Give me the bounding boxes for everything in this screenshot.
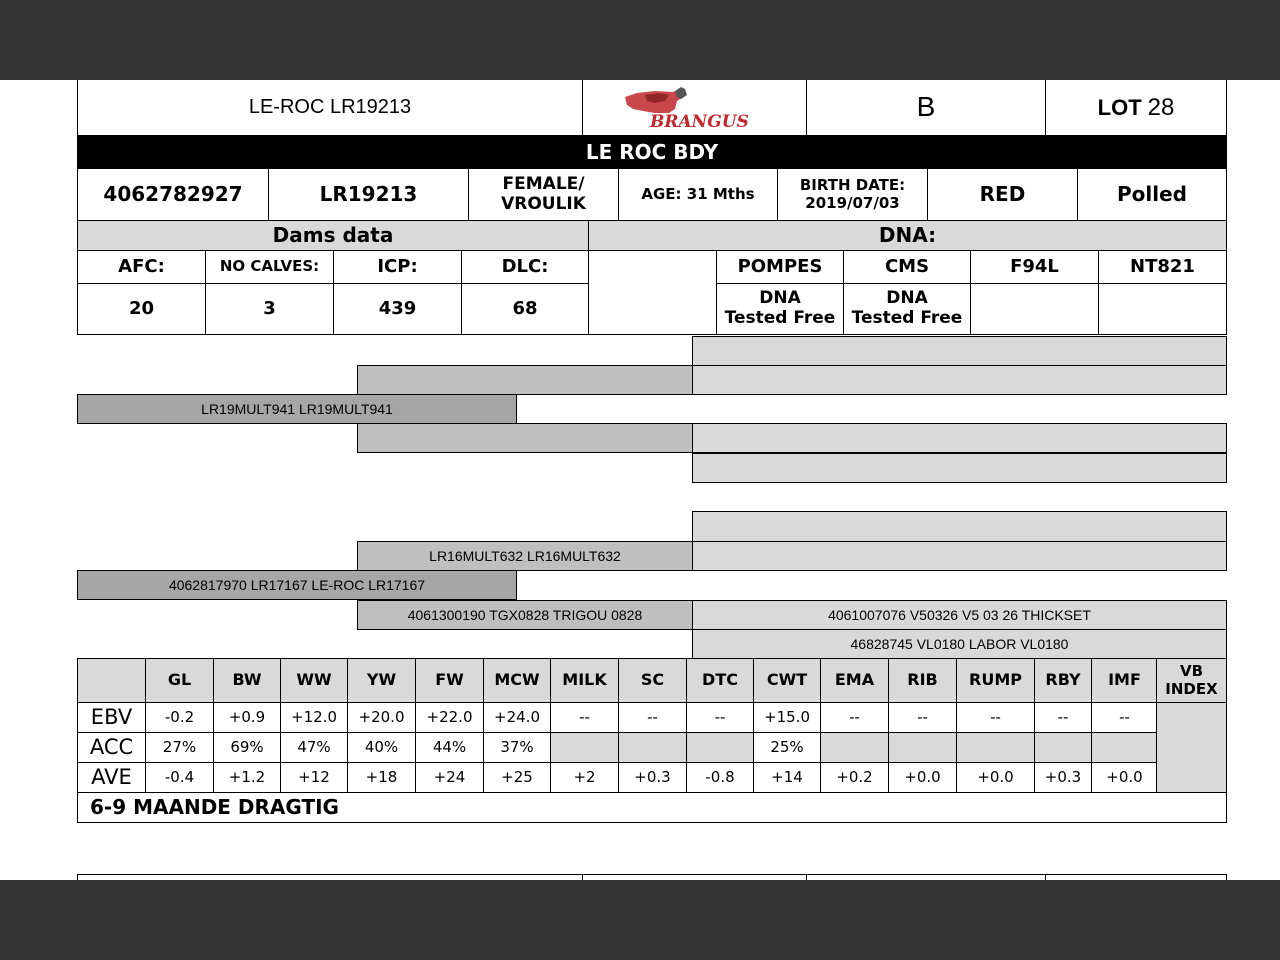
ebv-cell-text: 25% bbox=[770, 737, 804, 756]
next-card-top-border bbox=[77, 874, 1227, 875]
dams-data-title bbox=[77, 220, 589, 251]
ebv-header-rby-text: RBY bbox=[1045, 670, 1081, 690]
ebv-header-rump-text: RUMP bbox=[969, 670, 1022, 690]
ebv-cell bbox=[280, 702, 348, 733]
ebv-cell-text: +20.0 bbox=[358, 707, 405, 726]
ebv-header-gl-text: GL bbox=[167, 670, 192, 690]
top-dark-bar bbox=[0, 0, 1280, 80]
pedigree-dam-dam-text: 4061300190 TGX0828 TRIGOU 0828 bbox=[407, 606, 643, 623]
ebv-cell-text: -- bbox=[579, 707, 590, 726]
ebv-cell bbox=[550, 702, 619, 733]
ebv-header-mcw bbox=[483, 658, 551, 703]
age-text: AGE: 31 Mths bbox=[641, 184, 755, 203]
brangus-logo-cell bbox=[582, 80, 807, 136]
pedigree-blank-7 bbox=[692, 511, 1227, 542]
grade-text: B bbox=[916, 91, 936, 123]
dna-header-pompes bbox=[716, 250, 844, 284]
registration-header bbox=[77, 80, 583, 136]
dna-value-nt821 bbox=[1098, 283, 1227, 335]
ebv-cell bbox=[483, 702, 551, 733]
ebv-row-label bbox=[77, 762, 146, 793]
ebv-cell-text: -0.8 bbox=[705, 767, 735, 786]
dams-value-calves-text: 3 bbox=[263, 297, 276, 319]
ebv-header-yw-text: YW bbox=[366, 670, 397, 690]
pedigree-blank-8 bbox=[692, 541, 1227, 571]
ebv-header-rby bbox=[1034, 658, 1092, 703]
ebv-cell-text: +14 bbox=[771, 767, 803, 786]
ebv-header-cwt bbox=[753, 658, 821, 703]
dna-title bbox=[588, 220, 1227, 251]
ebv-header-milk bbox=[550, 658, 619, 703]
ebv-header-dtc-text: DTC bbox=[702, 670, 738, 690]
ebv-cell-text: -0.2 bbox=[164, 707, 195, 726]
ebv-row-label-text: AVE bbox=[91, 765, 132, 790]
ebv-cell-text: 27% bbox=[162, 737, 197, 756]
ebv-cell-text: -0.4 bbox=[164, 767, 195, 786]
ebv-header-milk-text: MILK bbox=[562, 670, 607, 690]
dams-header-afc-text: AFC: bbox=[118, 255, 165, 277]
dna-header-cms bbox=[843, 250, 971, 284]
ebv-cell bbox=[686, 702, 754, 733]
brangus-logo bbox=[615, 83, 775, 133]
animal-id-cell bbox=[77, 168, 269, 221]
dams-value-calves bbox=[205, 283, 334, 335]
ebv-header-sc-text: SC bbox=[640, 670, 665, 690]
ebv-header-fw-text: FW bbox=[435, 670, 464, 690]
pedigree-dam-dam-dam bbox=[692, 629, 1227, 659]
ebv-cell-text: -- bbox=[849, 707, 860, 726]
pedigree-dam-sire bbox=[357, 541, 693, 571]
ebv-header-bw bbox=[213, 658, 281, 703]
ebv-header-ema-text: EMA bbox=[834, 670, 875, 690]
ebv-header-fw bbox=[415, 658, 484, 703]
ebv-cell-text: +12.0 bbox=[291, 707, 337, 726]
birth-date-label: BIRTH DATE: bbox=[799, 176, 906, 195]
dams-header-icp-text: ICP: bbox=[377, 255, 418, 277]
dams-header-icp bbox=[333, 250, 462, 284]
dna-value-pompes-line1: DNA bbox=[759, 288, 801, 309]
ebv-cell bbox=[956, 702, 1035, 733]
dams-value-afc bbox=[77, 283, 206, 335]
ebv-cell bbox=[618, 762, 687, 793]
colour-cell bbox=[927, 168, 1078, 221]
ebv-cell-text: -- bbox=[1057, 707, 1069, 726]
ebv-cell-text: +0.0 bbox=[977, 767, 1014, 786]
ebv-cell bbox=[753, 702, 821, 733]
ebv-row-label-text: EBV bbox=[90, 705, 133, 730]
dna-header-nt821 bbox=[1098, 250, 1227, 284]
ebv-cell-text: +1.2 bbox=[228, 767, 266, 786]
dams-value-dlc-text: 68 bbox=[512, 297, 538, 319]
dams-header-dlc bbox=[461, 250, 589, 284]
ebv-row-label bbox=[77, 732, 146, 763]
ebv-cell bbox=[415, 762, 484, 793]
ebv-cell-text: 47% bbox=[297, 737, 331, 756]
ebv-header-sc bbox=[618, 658, 687, 703]
ebv-header-cwt-text: CWT bbox=[766, 670, 808, 690]
pedigree-blank-4 bbox=[357, 423, 693, 453]
dna-value-cms bbox=[843, 283, 971, 335]
ebv-cell bbox=[618, 732, 687, 763]
ebv-cell bbox=[1091, 702, 1158, 733]
ebv-row-label-text: ACC bbox=[89, 735, 134, 760]
ebv-cell-text: +0.2 bbox=[836, 767, 873, 786]
sex-line-1: FEMALE/ bbox=[502, 173, 585, 194]
dna-header-cms-text: CMS bbox=[884, 255, 930, 277]
ebv-header-ww bbox=[280, 658, 348, 703]
pedigree-dam-sire-text: LR16MULT632 LR16MULT632 bbox=[429, 547, 621, 564]
ebv-cell bbox=[686, 762, 754, 793]
ebv-cell-text: +24 bbox=[433, 767, 466, 786]
ebv-cell bbox=[280, 732, 348, 763]
ebv-cell bbox=[213, 732, 281, 763]
ebv-header-imf bbox=[1091, 658, 1158, 703]
ebv-cell bbox=[145, 762, 214, 793]
dna-header-f94l-text: F94L bbox=[1010, 255, 1059, 277]
ebv-row-label bbox=[77, 702, 146, 733]
ebv-cell bbox=[956, 762, 1035, 793]
ebv-cell-text: 37% bbox=[500, 737, 534, 756]
ebv-cell-text: +24.0 bbox=[494, 707, 540, 726]
ebv-cell bbox=[1091, 762, 1158, 793]
ebv-cell-text: +12 bbox=[298, 767, 330, 786]
ebv-cell bbox=[820, 762, 889, 793]
ebv-cell-text: +0.3 bbox=[634, 767, 671, 786]
dams-value-dlc bbox=[461, 283, 589, 335]
ebv-header-imf-text: IMF bbox=[1108, 670, 1141, 690]
ebv-cell bbox=[347, 702, 416, 733]
dna-header-nt821-text: NT821 bbox=[1130, 255, 1195, 277]
dna-value-pompes-line2: Tested Free bbox=[724, 308, 836, 328]
pregnancy-note bbox=[77, 792, 1227, 823]
dams-value-icp-text: 439 bbox=[378, 297, 417, 319]
pedigree-dam-dam-sire-text: 4061007076 V50326 V5 03 26 THICKSET bbox=[828, 606, 1091, 623]
ebv-cell bbox=[956, 732, 1035, 763]
ebv-header-ww-text: WW bbox=[296, 670, 332, 690]
ebv-cell-text: 40% bbox=[364, 737, 399, 756]
colour-text: RED bbox=[979, 182, 1026, 206]
ebv-cell bbox=[753, 762, 821, 793]
ebv-cell bbox=[347, 762, 416, 793]
dams-header-calves-text: NO CALVES: bbox=[219, 257, 320, 276]
pedigree-sire bbox=[77, 394, 517, 424]
ebv-header-dtc bbox=[686, 658, 754, 703]
ebv-cell bbox=[618, 702, 687, 733]
dna-blank-cell bbox=[588, 250, 717, 335]
pedigree-dam bbox=[77, 570, 517, 600]
ebv-cell-text: -- bbox=[647, 707, 658, 726]
ebv-cell bbox=[753, 732, 821, 763]
pedigree-sire-text: LR19MULT941 LR19MULT941 bbox=[201, 400, 393, 417]
ebv-cell bbox=[483, 732, 551, 763]
ebv-header-bw-text: BW bbox=[232, 670, 262, 690]
ebv-header-rib bbox=[888, 658, 957, 703]
ebv-cell bbox=[820, 702, 889, 733]
document-page bbox=[0, 80, 1280, 880]
dna-value-f94l bbox=[970, 283, 1099, 335]
dna-header-pompes-text: POMPES bbox=[737, 255, 823, 277]
age-cell bbox=[618, 168, 778, 221]
pedigree-dam-dam-sire bbox=[692, 600, 1227, 630]
ebv-header-gl bbox=[145, 658, 214, 703]
registration-text: LE-ROC LR19213 bbox=[248, 96, 412, 118]
ebv-cell bbox=[145, 732, 214, 763]
animal-code: LR19213 bbox=[319, 182, 418, 206]
pedigree-dam-dam-dam-text: 46828745 VL0180 LABOR VL0180 bbox=[850, 635, 1069, 652]
ebv-cell bbox=[483, 762, 551, 793]
ebv-vb-index-value bbox=[1156, 702, 1227, 793]
ebv-cell-text: +2 bbox=[573, 767, 596, 786]
ebv-cell-text: +25 bbox=[501, 767, 533, 786]
ebv-header-rump bbox=[956, 658, 1035, 703]
horn-cell bbox=[1077, 168, 1227, 221]
dams-header-afc bbox=[77, 250, 206, 284]
pedigree-blank-5 bbox=[692, 423, 1227, 453]
dna-value-pompes bbox=[716, 283, 844, 335]
pedigree-blank-2 bbox=[357, 365, 693, 395]
ebv-cell-text: +15.0 bbox=[764, 707, 810, 726]
ebv-cell bbox=[1034, 702, 1092, 733]
ebv-header-yw bbox=[347, 658, 416, 703]
ebv-cell bbox=[1091, 732, 1158, 763]
ebv-cell bbox=[347, 732, 416, 763]
ebv-cell bbox=[145, 702, 214, 733]
ebv-cell bbox=[1034, 762, 1092, 793]
ebv-header-rib-text: RIB bbox=[907, 670, 938, 690]
dna-header-f94l bbox=[970, 250, 1099, 284]
ebv-cell-text: +18 bbox=[365, 767, 398, 786]
animal-id: 4062782927 bbox=[103, 182, 243, 206]
ebv-cell bbox=[550, 732, 619, 763]
ebv-cell-text: +22.0 bbox=[426, 707, 473, 726]
pedigree-dam-dam bbox=[357, 600, 693, 630]
birth-date-cell bbox=[777, 168, 928, 221]
pedigree-blank-6 bbox=[692, 453, 1227, 483]
ebv-cell-text: 69% bbox=[230, 737, 264, 756]
ebv-cell-text: +0.0 bbox=[1106, 767, 1143, 786]
lot-label: LOT bbox=[1097, 94, 1142, 120]
dna-value-cms-line2: Tested Free bbox=[851, 308, 963, 328]
ebv-header-vb-index bbox=[1156, 658, 1227, 703]
pedigree-dam-text: 4062817970 LR17167 LE-ROC LR17167 bbox=[168, 576, 426, 593]
ebv-cell bbox=[1034, 732, 1092, 763]
ebv-cell bbox=[213, 762, 281, 793]
ebv-header-vb-index-line1: VB bbox=[1179, 662, 1204, 681]
ebv-cell-text: +0.3 bbox=[1044, 767, 1082, 786]
dams-header-dlc-text: DLC: bbox=[501, 255, 549, 277]
ebv-cell bbox=[415, 702, 484, 733]
sex-cell bbox=[468, 168, 619, 221]
ebv-cell-text: +0.0 bbox=[904, 767, 941, 786]
ebv-header-vb-index-line2: INDEX bbox=[1165, 679, 1218, 698]
dams-value-icp bbox=[333, 283, 462, 335]
animal-name-bar bbox=[77, 135, 1227, 169]
pregnancy-note-text: 6-9 MAANDE DRAGTIG bbox=[90, 795, 339, 819]
dna-value-cms-line1: DNA bbox=[886, 288, 928, 309]
ebv-cell bbox=[888, 702, 957, 733]
ebv-header-mcw-text: MCW bbox=[494, 670, 540, 690]
ebv-cell-text: -- bbox=[917, 707, 928, 726]
horn-text: Polled bbox=[1117, 182, 1187, 206]
dams-data-title-text: Dams data bbox=[272, 223, 394, 247]
grade-cell bbox=[806, 80, 1046, 136]
ebv-cell bbox=[820, 732, 889, 763]
ebv-cell-text: +0.9 bbox=[228, 707, 266, 726]
dams-header-calves bbox=[205, 250, 334, 284]
ebv-cell bbox=[888, 732, 957, 763]
animal-code-cell bbox=[268, 168, 469, 221]
ebv-cell bbox=[415, 732, 484, 763]
pedigree-blank-1 bbox=[692, 336, 1227, 366]
ebv-cell-text: 44% bbox=[432, 737, 467, 756]
birth-date-value: 2019/07/03 bbox=[805, 193, 900, 212]
svg-text:BRANGUS: BRANGUS bbox=[649, 111, 749, 132]
dams-value-afc-text: 20 bbox=[128, 297, 155, 319]
lot-cell bbox=[1045, 80, 1227, 136]
ebv-cell bbox=[888, 762, 957, 793]
pedigree-blank-3 bbox=[692, 365, 1227, 395]
bottom-dark-bar bbox=[0, 880, 1280, 960]
ebv-cell-text: -- bbox=[990, 707, 1001, 726]
sex-line-2: VROULIK bbox=[501, 193, 586, 214]
ebv-header-corner bbox=[77, 658, 146, 703]
animal-name: LE ROC BDY bbox=[585, 139, 719, 164]
dna-title-text: DNA: bbox=[878, 223, 937, 247]
ebv-header-ema bbox=[820, 658, 889, 703]
ebv-cell-text: -- bbox=[714, 707, 726, 726]
ebv-cell-text: -- bbox=[1119, 707, 1130, 726]
ebv-cell bbox=[550, 762, 619, 793]
ebv-cell bbox=[686, 732, 754, 763]
ebv-cell bbox=[280, 762, 348, 793]
lot-number: 28 bbox=[1147, 93, 1175, 121]
ebv-cell bbox=[213, 702, 281, 733]
